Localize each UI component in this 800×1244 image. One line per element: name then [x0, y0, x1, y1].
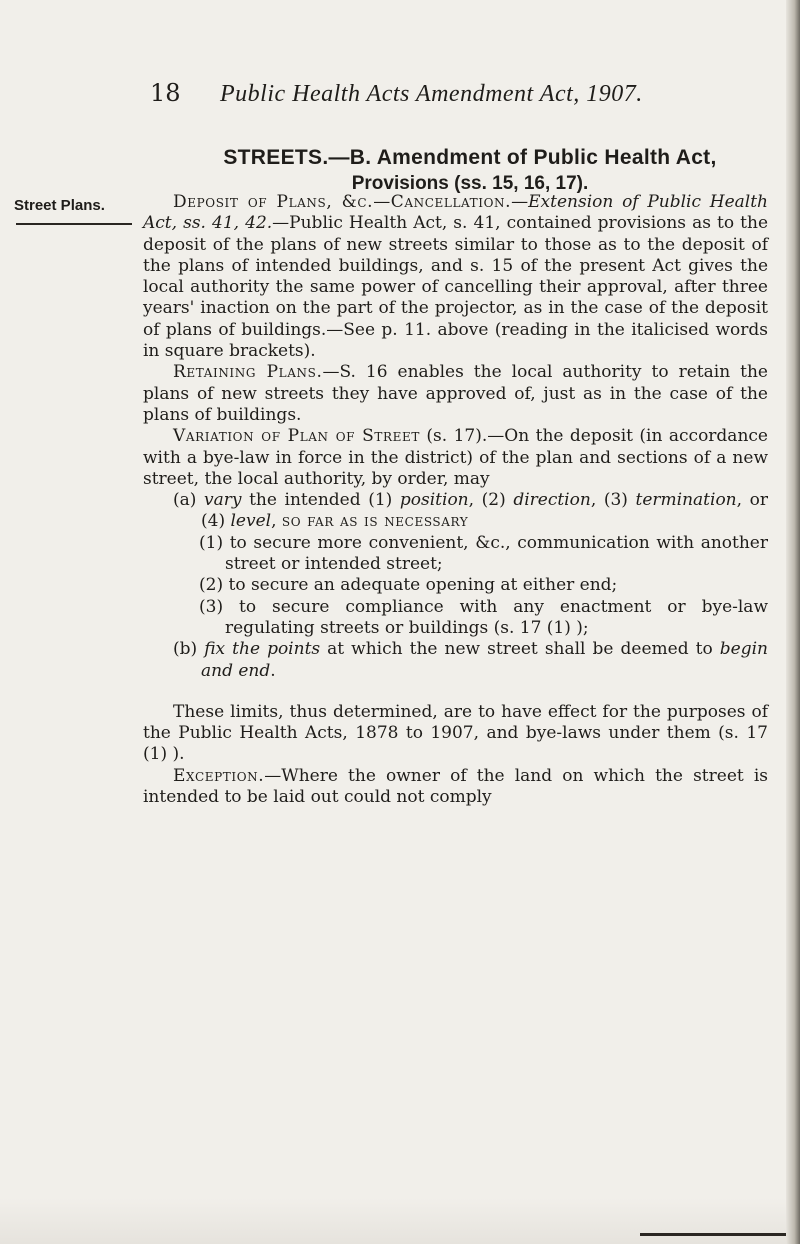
item-b-begin: begin and end	[201, 639, 768, 681]
item-a-text-3: , (3)	[590, 490, 636, 511]
body-text	[143, 192, 768, 808]
paragraph-retaining-text: —S. 16 enables the local authority to retain the plans of new streets they have approved of, just as in the case of the plans of buildings.	[143, 362, 768, 425]
paragraph-variation-of-plan	[143, 426, 768, 490]
lead-deposit-of-plans: Deposit of Plans, &c.—Cancellation.	[173, 192, 512, 212]
item-a-termination: termination	[635, 490, 737, 511]
item-a-label: (a)	[173, 490, 197, 511]
list-item-b	[173, 639, 768, 682]
paragraph-exception-text: —Where the owner of the land on which the street is intended to be laid out could not comply	[143, 765, 768, 808]
paragraph-exception	[143, 766, 768, 809]
running-title: Public Health Acts Amendment Act, 1907.	[220, 81, 643, 107]
paragraph-deposit-of-plans	[143, 192, 768, 362]
lead-exception: Exception.	[173, 765, 265, 786]
item-a-level: level	[230, 511, 272, 532]
order-list	[173, 490, 768, 682]
section-title-line-1: STREETS.—B. Amendment of Public Health Act,	[223, 146, 717, 169]
paragraph-deposit-text: —Public Health Act, s. 41, contained provisions as to the deposit of the plans of new streets similar to those as to the deposit of the plans of intended buildings, and s. 15 of the present Act gives the local authority the same power of cancelling their approval, after three years' inaction on the part of the projector, as in the case of the deposit of plans of buildings.—See p. 11. above (reading in the italicised words in square brackets).	[143, 213, 769, 362]
item-a-position: position	[399, 490, 469, 511]
item-b-text-2: .	[270, 660, 276, 681]
running-header	[150, 78, 770, 109]
list-sub-item: (2) to secure an adequate opening at either end;	[199, 575, 618, 596]
item-a-direction: direction	[513, 490, 591, 511]
item-b-text-1: at which the new street shall be deemed to	[320, 639, 720, 660]
item-b-fix: fix the points	[204, 639, 321, 660]
margin-note-rule	[16, 223, 132, 225]
item-a-so-far: so far as is necessary	[281, 511, 469, 532]
margin-note: Street Plans.	[14, 197, 105, 214]
paragraph-gap	[143, 682, 768, 702]
item-a-text-1: the intended (1)	[241, 490, 400, 511]
section-title-line-2: Provisions (ss. 15, 16, 17).	[351, 173, 589, 194]
item-a-text-4: , or (4)	[201, 490, 769, 532]
list-sub-item: (3) to secure compliance with any enactment or bye-law regulating streets or buildings (s. 17 (1) );	[199, 596, 768, 638]
section-title	[160, 145, 780, 197]
item-b-label: (b)	[173, 639, 198, 660]
item-a-text-5: ,	[271, 511, 282, 532]
lead-extension: —Extension of Public Health Act, ss. 41, 42.	[143, 192, 768, 234]
list-sub-item: (1) to secure more convenient, &c., communication with another street or intended street;	[199, 532, 768, 575]
item-a-text-2: , (2)	[468, 490, 514, 511]
paragraph-retaining-plans	[143, 362, 768, 426]
page-number: 18	[150, 79, 181, 107]
item-a-vary: vary	[204, 490, 242, 511]
page-right-edge	[786, 0, 800, 1244]
bottom-edge-rule	[640, 1233, 800, 1236]
list-item-a	[173, 490, 768, 533]
lead-variation-of-plan: Variation of Plan of Street	[173, 426, 420, 447]
paragraph-variation-text: (s. 17).—On the deposit (in accordance with a bye-law in force in the district) of the plan and sections of a new street, the local authority, by order, may	[143, 426, 768, 489]
page-bottom-shade	[0, 1198, 800, 1244]
lead-retaining-plans: Retaining Plans.	[173, 362, 323, 383]
paragraph-limits: These limits, thus determined, are to have effect for the purposes of the Public Health Acts, 1878 to 1907, and bye-laws under them (s. 17 (1) ).	[143, 701, 768, 765]
